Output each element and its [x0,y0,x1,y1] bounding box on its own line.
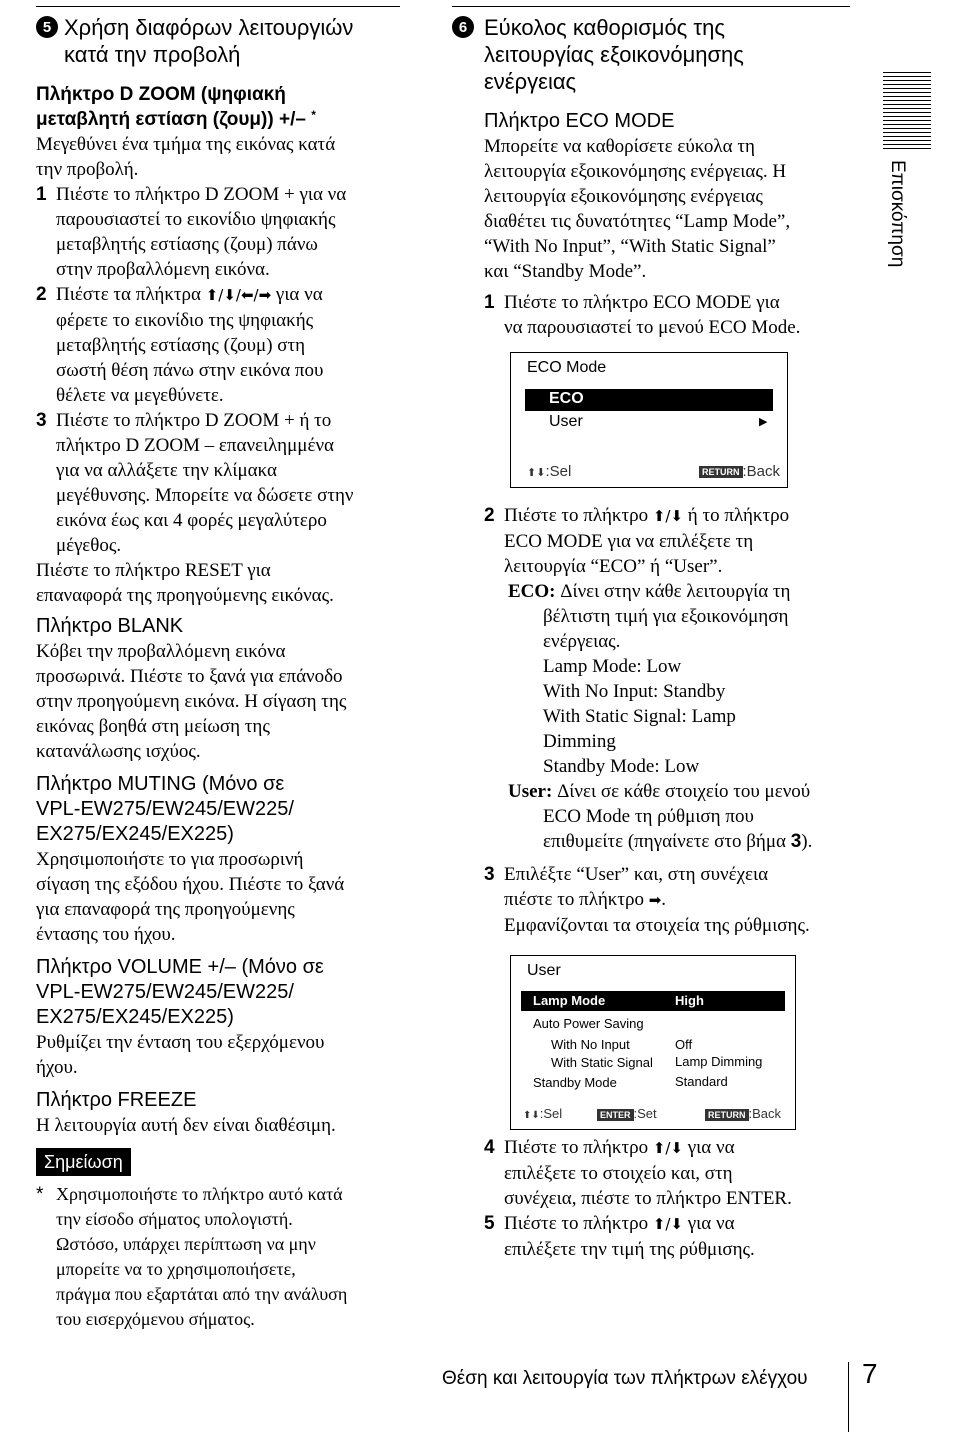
step-2: 2 Πιέστε τα πλήκτρα ⬆/⬇/⬅/➡ για να φέρετε το εικονίδιο της ψηφιακής μεταβλητής εστίασης (ζουμ) στη σωστή θέση πάνω στην εικόνα που θέλετε να μεγεθύνετε. [36,284,324,406]
footer-title: Θέση και λειτουργία των πλήκτρων ελέγχου [442,1368,808,1389]
page-number: 7 [862,1358,878,1389]
return-key-icon: RETURN [705,1109,749,1121]
reset-text: Πιέστε το πλήκτρο RESET για επαναφορά της προηγούμενης εικόνας. [36,560,334,606]
step-1: 1 Πιέστε το πλήκτρο D ZOOM + για να παρουσιαστεί το εικονίδιο ψηφιακής μεταβλητής εστίασης (ζουμ) πάνω στην προβαλλόμενη εικόνα. [36,184,347,280]
menu-row-value: Lamp Dimming [675,1054,763,1069]
menu-row-label[interactable]: With Static Signal [551,1055,653,1070]
sel-hint: ⬆⬇:Sel [523,1106,563,1121]
right-column-lower [484,503,874,938]
updown-icon: ⬆⬇ [523,1110,540,1121]
side-tab-stripes [883,72,931,152]
freeze-heading: Πλήκτρο FREEZE [36,1089,197,1111]
menu-item-eco[interactable]: ECO [525,389,773,411]
volume-heading: Πλήκτρο VOLUME +/– (Μόνο σε VPL-EW275/EW245/EW225/ EX275/EX245/EX225) [36,956,324,1028]
set-hint: ENTER :Set [597,1106,657,1121]
enter-key-icon: ENTER [597,1109,634,1121]
arrow-keys-icon: ⬆/⬇/⬅/➡ [205,286,272,304]
menu-row-value: Standard [675,1074,728,1089]
menu-title: User [527,962,561,979]
triangle-right-icon: ▶ [759,416,768,428]
updown-arrow-icon: ⬆/⬇ [652,1139,684,1157]
section-number: 5 [36,16,58,38]
muting-desc: Χρησιμοποιήστε το για προσωρινή σίγαση της εξόδου ήχου. Πιέστε το ξανά για επαναφορά της προηγούμενης έντασης του ήχου. [36,849,345,945]
left-column [36,0,406,1332]
right-column-bottom [484,1135,874,1262]
updown-arrow-icon: ⬆/⬇ [652,507,684,525]
step-3: 3 Πιέστε το πλήκτρο D ZOOM + ή το πλήκτρο D ZOOM – επανειλημμένα για να αλλάξετε την κλίμακα μεγέθυνσης. Μπορείτε να δώσετε στην εικόνα έως και 4 φορές μεγαλύτερο μέγεθος. [36,410,354,556]
menu-row-label[interactable]: Standby Mode [533,1075,617,1090]
menu-title: ECO Mode [527,359,607,376]
blank-desc: Κόβει την προβαλλόμενη εικόνα προσωρινά. Πιέστε το ξανά για επάνοδο στην προηγούμενη εικόνα. Η σίγαση της εικόνας βοηθά στη μείωση της κατανάλωσης ισχύος. [36,641,347,762]
right-arrow-icon: ➡ [648,891,662,909]
right-column [458,0,854,340]
user-option: User: Δίνει σε κάθε στοιχείο του μενού ECO Mode τη ρύθμιση που επιθυμείτε (πηγαίνετε στο βήμα 3). [508,781,813,852]
dzoom-desc: Μεγεθύνει ένα τμήμα της εικόνας κατά την προβολή. [36,134,336,180]
step-4: 4 Πιέστε το πλήκτρο ⬆/⬇ για να επιλέξετε το στοιχείο και, στη συνέχεια, πιέστε το πλήκτρο ENTER. [484,1137,792,1209]
menu-row-value: Off [675,1037,693,1052]
section-6-heading: 6 Εύκολος καθορισμός της λειτουργίας εξοικονόμησης ενέργειας [484,14,854,95]
user-menu [510,955,796,1130]
eco-option: ECO: Δίνει στην κάθε λειτουργία τη βέλτιστη τιμή για εξοικονόμηση ενέργειας. Lamp Mode: Low With No Input: Standby With Static Signal: Lamp Dimming Standby Mode: Low [508,581,791,777]
menu-row-lamp-mode[interactable]: Lamp Mode High [521,991,785,1011]
menu-row-label[interactable]: With No Input [551,1037,630,1052]
footer-divider [848,1362,849,1432]
sel-hint: ⬆⬇:Sel [527,463,572,480]
eco-desc: Μπορείτε να καθορίσετε εύκολα τη λειτουργία εξοικονόμησης ενέργειας. Η λειτουργία εξοικονόμησης ενέργειας διαθέτει τις δυνατότητες “Lamp Mode”, “With No Input”, “With Static Signal” και “Standby Mode”. [484,136,791,282]
return-key-icon: RETURN [699,466,743,478]
muting-heading: Πλήκτρο MUTING (Μόνο σε VPL-EW275/EW245/EW225/ EX275/EX245/EX225) [36,773,294,845]
step-1: 1 Πιέστε το πλήκτρο ECO MODE για να παρουσιαστεί το μενού ECO Mode. [484,292,801,338]
step-3: 3 Επιλέξτε “User” και, στη συνέχεια πιέστε το πλήκτρο ➡. Εμφανίζονται τα στοιχεία της ρύθμισης. [484,864,810,936]
freeze-desc: Η λειτουργία αυτή δεν είναι διαθέσιμη. [36,1115,336,1136]
section-5-heading [36,14,406,68]
menu-item-user[interactable]: User [549,413,583,430]
blank-heading: Πλήκτρο BLANK [36,615,184,637]
step-2: 2 Πιέστε το πλήκτρο ⬆/⬇ ή το πλήκτρο ECO MODE για να επιλέξετε τη λειτουργία “ECO” ή “User”. [484,505,790,577]
side-tab-label: Επισκόπηση [887,160,908,268]
note-label: Σημείωση [36,1148,131,1176]
updown-icon: ⬆⬇ [527,467,546,479]
volume-desc: Ρυθμίζει την ένταση του εξερχόμενου ήχου. [36,1032,325,1078]
note-text: * Χρησιμοποιήστε το πλήκτρο αυτό κατά την είσοδο σήματος υπολογιστή. Ωστόσο, υπάρχει περίπτωση να μην μπορείτε να το χρησιμοποιήσετε, πράγμα που εξαρτάται από την ανάλυση του εισερχόμενου σήματος. [36,1184,348,1329]
updown-arrow-icon: ⬆/⬇ [652,1215,684,1233]
section-title-line: κατά την προβολή [64,42,241,67]
back-hint: RETURN :Back [705,1106,781,1121]
step-5: 5 Πιέστε το πλήκτρο ⬆/⬇ για να επιλέξετε την τιμή της ρύθμισης. [484,1213,755,1260]
dzoom-heading: Πλήκτρο D ZOOM (ψηφιακή μεταβλητή εστίαση (ζουμ)) +/– * [36,84,316,130]
section-title-line: Χρήση διαφόρων λειτουργιών [64,15,354,40]
eco-heading: Πλήκτρο ECO MODE [484,110,675,132]
menu-row-label[interactable]: Auto Power Saving [533,1016,644,1031]
section-number: 6 [452,16,474,38]
back-hint: RETURN :Back [699,463,780,480]
eco-mode-menu [510,352,788,488]
